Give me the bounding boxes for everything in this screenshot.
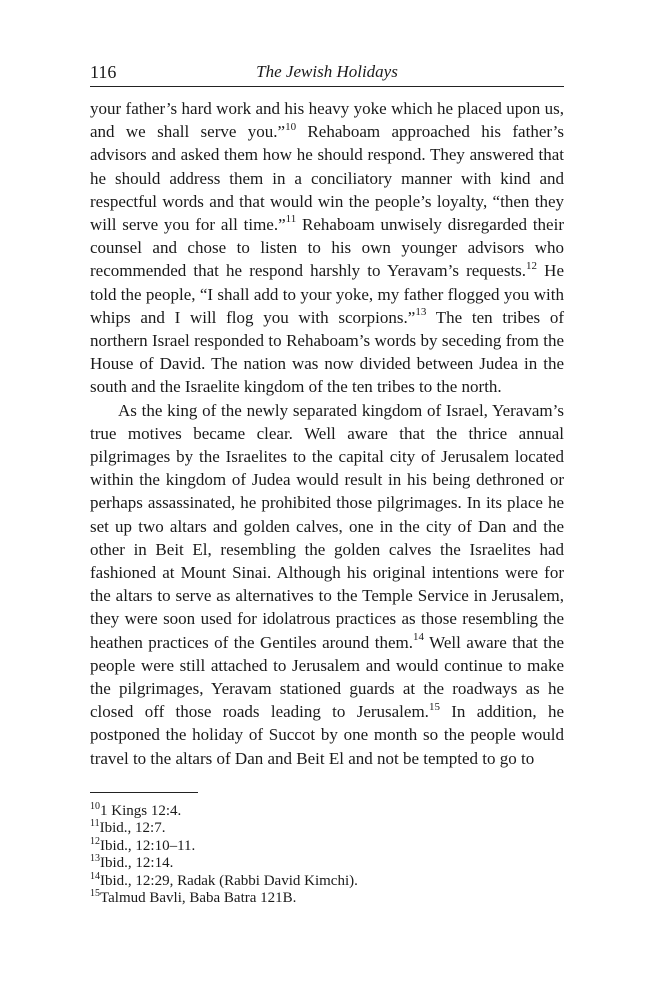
page-number: 116 <box>90 62 117 82</box>
footnote <box>90 835 564 856</box>
running-title: The Jewish Holidays <box>256 62 398 81</box>
paragraph <box>90 399 564 770</box>
footnote-text: Ibid., 12:7. <box>99 820 166 837</box>
footnote-number: 10 <box>90 800 100 812</box>
footnote-ref: 15 <box>428 700 440 713</box>
footnote-ref: 13 <box>415 306 427 319</box>
text-run: He told the people, “I shall add to your yoke, my father flogged you with whips and I will flog you with scorpions.” <box>90 261 564 327</box>
footnote <box>90 870 564 891</box>
footnote-number: 13 <box>90 853 100 865</box>
footnote-ref: 14 <box>413 631 424 644</box>
footnote <box>90 855 564 873</box>
text-run: In addition, he postponed the holiday of Succot by one month so the people would travel to the altars of Dan and Beit El and not be tempted to go to <box>90 702 565 768</box>
footnote-text: 1 Kings 12:4. <box>100 802 182 819</box>
footnote-ref: 11 <box>285 213 297 226</box>
footnote-ref: 12 <box>526 259 538 272</box>
footnote-text: Ibid., 12:14. <box>100 855 174 872</box>
text-run: As the king of the newly separated kingdom of Israel, Yeravam’s true motives became clear. Well aware that the thrice annual pilgrimages by the Israelites to the capital city of Jerusalem located within the kingdom of Judea would result in his being dethroned or perhaps assassinated, he prohibited those pilgrimages. In its place he set up two altars and golden calves, one in the city of Dan and the other in Beit El, resembling the golden calves the Israelites had fashioned at Mount Sinai. Although his original intentions were for the altars to serve as alternatives to the Temple Service in Jerusalem, they were soon used for idolatrous practices as those resembling the heathen practices of the Gentiles around them. <box>90 400 564 652</box>
footnote-number: 15 <box>90 888 100 900</box>
footnote-text: Talmud Bavli, Baba Batra 121B. <box>100 890 297 907</box>
footnote-number: 12 <box>90 835 100 847</box>
text-run: Rehaboam unwisely disregarded their counsel and chose to listen to his own younger advisors who recommended that he respond harshly to Yeravam’s requests. <box>90 215 564 281</box>
footnote-text: Ibid., 12:29, Radak (Rabbi David Kimchi). <box>100 872 358 889</box>
paragraph <box>90 97 564 399</box>
footnote-number: 14 <box>90 870 100 882</box>
main-text <box>90 97 564 770</box>
footnotes <box>90 800 564 908</box>
text-run: The ten tribes of northern Israel responded to Rehaboam’s words by seceding from the House of David. The nation was now divided between Judea in the south and the Israelite kingdom of the ten tribes to the north. <box>90 307 564 397</box>
text-run: your father’s hard work and his heavy yoke which he placed upon us, and we shall serve you.” <box>90 99 564 142</box>
text-run: Well aware that the people were still attached to Jerusalem and would continue to make the pilgrimages, Yeravam stationed guards at the roadways as he closed off those roads leading to Jerusalem. <box>90 632 565 722</box>
footnote-text: Ibid., 12:10–11. <box>100 837 196 854</box>
footnote-divider <box>90 792 198 793</box>
text-run: Rehaboam approached his father’s advisors and asked them how he should respond. They answered that he should address them in a conciliatory manner with kind and respectful words and that would win the people’s loyalty, “then they will serve you for all time.” <box>90 122 564 235</box>
footnote <box>90 800 564 821</box>
footnote-ref: 10 <box>285 120 297 133</box>
footnote <box>90 820 564 838</box>
page-header <box>90 58 564 87</box>
book-page <box>90 58 564 908</box>
footnote-number: 11 <box>90 818 100 830</box>
footnote <box>90 890 564 908</box>
